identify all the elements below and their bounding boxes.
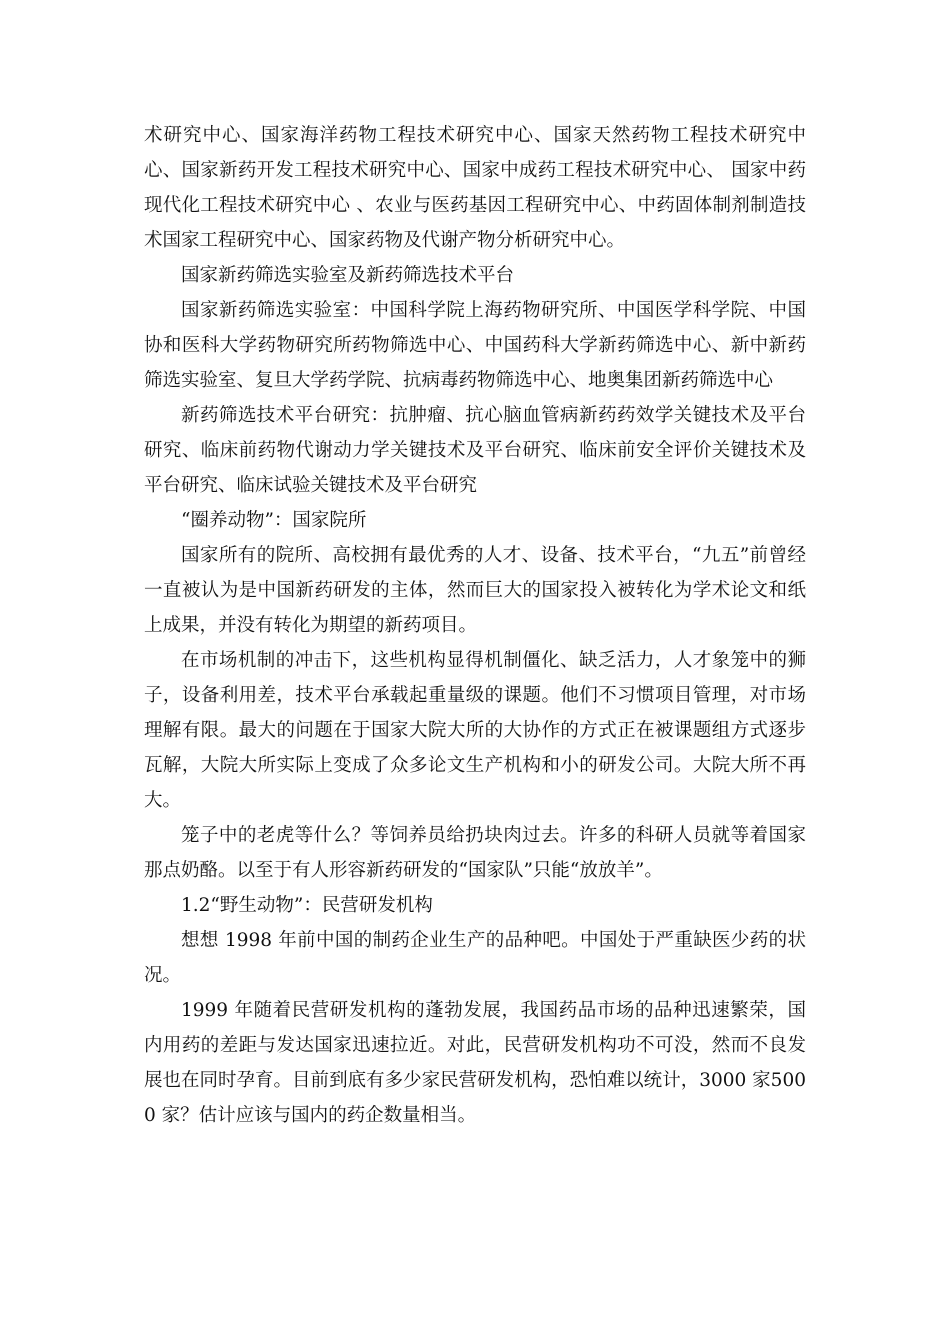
heading-screening-lab: 国家新药筛选实验室及新药筛选技术平台 [181, 265, 515, 286]
paragraph-caged-tiger: 笼子中的老虎等什么？等饲养员给扔块肉过去。许多的科研人员就等着国家那点奶酪。以至于有人形容新药研发的“国家队”只能“放放羊”。 [144, 825, 806, 881]
paragraph-platform-research: 新药筛选技术平台研究：抗肿瘤、抗心脑血管病新药药效学关键技术及平台研究、临床前药物代谢动力学关键技术及平台研究、临床前安全评价关键技术及平台研究、临床试验关键技术及平台研究 [144, 405, 806, 496]
document-page [144, 118, 806, 1133]
paragraph-national-institutes: 国家所有的院所、高校拥有最优秀的人才、设备、技术平台，“九五”前曾经一直被认为是中国新药研发的主体，然而巨大的国家投入被转化为学术论文和纸上成果，并没有转化为期望的新药项目。 [144, 545, 806, 636]
paragraph-research-centers: 术研究中心、国家海洋药物工程技术研究中心、国家天然药物工程技术研究中心、国家新药开发工程技术研究中心、国家中成药工程技术研究中心、 国家中药现代化工程技术研究中心 、农业与医药基因工程研究中心、中药固体制剂制造技术国家工程研究中心、国家药物及代谢产物分析研究中心。 [144, 125, 806, 251]
paragraph-1999-development: 1999 年随着民营研发机构的蓬勃发展，我国药品市场的品种迅速繁荣，国内用药的差距与发达国家迅速拉近。对此，民营研发机构功不可没，然而不良发展也在同时孕育。目前到底有多少家民营研发机构，恐怕难以统计，3000 家5000 家？估计应该与国内的药企数量相当。 [144, 1000, 806, 1126]
paragraph-market-mechanism: 在市场机制的冲击下，这些机构显得机制僵化、缺乏活力，人才象笼中的狮子，设备利用差，技术平台承载起重量级的课题。他们不习惯项目管理，对市场理解有限。最大的问题在于国家大院大所的大协作的方式正在被课题组方式逐步瓦解，大院大所实际上变成了众多论文生产机构和小的研发公司。大院大所不再大。 [144, 650, 806, 811]
paragraph-before-1998: 想想 1998 年前中国的制药企业生产的品种吧。中国处于严重缺医少药的状况。 [144, 930, 806, 986]
heading-captive-animals: “圈养动物”：国家院所 [181, 510, 367, 531]
paragraph-screening-labs: 国家新药筛选实验室：中国科学院上海药物研究所、中国医学科学院、中国协和医科大学药物研究所药物筛选中心、中国药科大学新药筛选中心、新中新药筛选实验室、复旦大学药学院、抗病毒药物筛选中心、地奥集团新药筛选中心 [144, 300, 806, 391]
heading-wild-animals: 1.2“野生动物”：民营研发机构 [181, 895, 433, 916]
